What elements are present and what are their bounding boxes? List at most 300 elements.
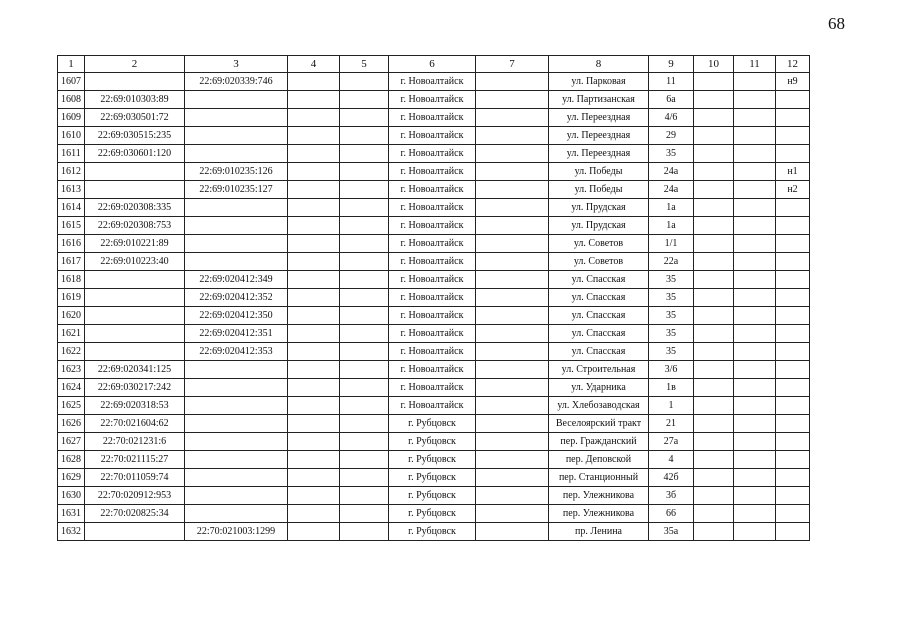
- column-5-cell: [340, 379, 389, 397]
- column-7-cell: [476, 235, 549, 253]
- column-7-cell: [476, 469, 549, 487]
- table-row: [58, 91, 810, 109]
- column-4-cell: [288, 433, 340, 451]
- column-4-cell: [288, 361, 340, 379]
- land-cadastral-number-cell: 22:70:021231:6: [85, 433, 185, 451]
- column-10-cell: [694, 181, 734, 199]
- building-cadastral-number-cell: 22:69:020412:352: [185, 289, 288, 307]
- column-4-cell: [288, 253, 340, 271]
- land-cadastral-number-cell: 22:69:010223:40: [85, 253, 185, 271]
- column-4-cell: [288, 91, 340, 109]
- building-cadastral-number-cell: [185, 451, 288, 469]
- land-cadastral-number-cell: [85, 163, 185, 181]
- premises-cell: [776, 433, 810, 451]
- row-number-cell: 1611: [58, 145, 85, 163]
- building-cadastral-number-cell: [185, 361, 288, 379]
- premises-cell: [776, 307, 810, 325]
- column-10-cell: [694, 145, 734, 163]
- row-number-cell: 1621: [58, 325, 85, 343]
- column-10-cell: [694, 469, 734, 487]
- building-cadastral-number-cell: [185, 433, 288, 451]
- table-row: [58, 253, 810, 271]
- street-cell: ул. Прудская: [549, 217, 649, 235]
- locality-cell: г. Новоалтайск: [389, 181, 476, 199]
- column-10-cell: [694, 397, 734, 415]
- column-7-cell: [476, 523, 549, 541]
- land-cadastral-number-cell: [85, 307, 185, 325]
- house-number-cell: 4: [649, 451, 694, 469]
- locality-cell: г. Новоалтайск: [389, 163, 476, 181]
- table-row: [58, 433, 810, 451]
- row-number-cell: 1618: [58, 271, 85, 289]
- land-cadastral-number-cell: [85, 343, 185, 361]
- locality-cell: г. Новоалтайск: [389, 271, 476, 289]
- table-row: [58, 379, 810, 397]
- street-cell: ул. Победы: [549, 181, 649, 199]
- house-number-cell: 42б: [649, 469, 694, 487]
- building-cadastral-number-cell: [185, 379, 288, 397]
- column-7-cell: [476, 379, 549, 397]
- house-number-cell: 24а: [649, 163, 694, 181]
- row-number-cell: 1620: [58, 307, 85, 325]
- street-cell: ул. Спасская: [549, 271, 649, 289]
- column-7-cell: [476, 217, 549, 235]
- house-number-cell: 22а: [649, 253, 694, 271]
- house-number-cell: 35а: [649, 523, 694, 541]
- table-row: [58, 289, 810, 307]
- column-header: 5: [340, 56, 389, 73]
- column-11-cell: [734, 415, 776, 433]
- column-11-cell: [734, 487, 776, 505]
- premises-cell: [776, 145, 810, 163]
- column-5-cell: [340, 307, 389, 325]
- column-4-cell: [288, 109, 340, 127]
- row-number-cell: 1615: [58, 217, 85, 235]
- building-cadastral-number-cell: 22:69:020412:350: [185, 307, 288, 325]
- premises-cell: [776, 361, 810, 379]
- column-7-cell: [476, 451, 549, 469]
- table-row: [58, 235, 810, 253]
- locality-cell: г. Рубцовск: [389, 433, 476, 451]
- row-number-cell: 1608: [58, 91, 85, 109]
- locality-cell: г. Новоалтайск: [389, 199, 476, 217]
- land-cadastral-number-cell: [85, 325, 185, 343]
- premises-cell: [776, 487, 810, 505]
- row-number-cell: 1617: [58, 253, 85, 271]
- column-11-cell: [734, 271, 776, 289]
- column-11-cell: [734, 73, 776, 91]
- land-cadastral-number-cell: [85, 289, 185, 307]
- column-4-cell: [288, 307, 340, 325]
- column-header: 8: [549, 56, 649, 73]
- row-number-cell: 1626: [58, 415, 85, 433]
- column-4-cell: [288, 235, 340, 253]
- street-cell: пер. Деповской: [549, 451, 649, 469]
- column-5-cell: [340, 397, 389, 415]
- column-10-cell: [694, 379, 734, 397]
- locality-cell: г. Новоалтайск: [389, 145, 476, 163]
- table-row: [58, 127, 810, 145]
- row-number-cell: 1622: [58, 343, 85, 361]
- column-5-cell: [340, 181, 389, 199]
- locality-cell: г. Рубцовск: [389, 451, 476, 469]
- house-number-cell: 35: [649, 325, 694, 343]
- table-row: [58, 343, 810, 361]
- premises-cell: [776, 325, 810, 343]
- column-header: 9: [649, 56, 694, 73]
- row-number-cell: 1627: [58, 433, 85, 451]
- house-number-cell: 3б: [649, 487, 694, 505]
- column-10-cell: [694, 415, 734, 433]
- column-10-cell: [694, 433, 734, 451]
- premises-cell: [776, 271, 810, 289]
- building-cadastral-number-cell: [185, 91, 288, 109]
- street-cell: ул. Парковая: [549, 73, 649, 91]
- column-10-cell: [694, 73, 734, 91]
- table-row: [58, 523, 810, 541]
- column-7-cell: [476, 325, 549, 343]
- column-10-cell: [694, 343, 734, 361]
- column-5-cell: [340, 145, 389, 163]
- building-cadastral-number-cell: 22:69:010235:127: [185, 181, 288, 199]
- column-5-cell: [340, 325, 389, 343]
- house-number-cell: 35: [649, 289, 694, 307]
- table-row: [58, 505, 810, 523]
- column-10-cell: [694, 271, 734, 289]
- premises-cell: [776, 451, 810, 469]
- premises-cell: [776, 289, 810, 307]
- building-cadastral-number-cell: 22:70:021003:1299: [185, 523, 288, 541]
- locality-cell: г. Новоалтайск: [389, 307, 476, 325]
- street-cell: ул. Строительная: [549, 361, 649, 379]
- column-4-cell: [288, 487, 340, 505]
- row-number-cell: 1616: [58, 235, 85, 253]
- locality-cell: г. Новоалтайск: [389, 361, 476, 379]
- column-header: 10: [694, 56, 734, 73]
- street-cell: пер. Станционный: [549, 469, 649, 487]
- locality-cell: г. Новоалтайск: [389, 325, 476, 343]
- house-number-cell: 66: [649, 505, 694, 523]
- street-cell: ул. Спасская: [549, 289, 649, 307]
- column-11-cell: [734, 109, 776, 127]
- column-header: 4: [288, 56, 340, 73]
- column-11-cell: [734, 145, 776, 163]
- locality-cell: г. Новоалтайск: [389, 343, 476, 361]
- premises-cell: [776, 379, 810, 397]
- column-11-cell: [734, 397, 776, 415]
- premises-cell: [776, 91, 810, 109]
- house-number-cell: 35: [649, 145, 694, 163]
- column-11-cell: [734, 469, 776, 487]
- column-10-cell: [694, 91, 734, 109]
- locality-cell: г. Рубцовск: [389, 505, 476, 523]
- column-5-cell: [340, 361, 389, 379]
- house-number-cell: 21: [649, 415, 694, 433]
- column-4-cell: [288, 181, 340, 199]
- column-4-cell: [288, 163, 340, 181]
- column-10-cell: [694, 487, 734, 505]
- column-5-cell: [340, 91, 389, 109]
- premises-cell: [776, 415, 810, 433]
- building-cadastral-number-cell: [185, 487, 288, 505]
- column-5-cell: [340, 451, 389, 469]
- locality-cell: г. Новоалтайск: [389, 253, 476, 271]
- land-cadastral-number-cell: 22:70:021604:62: [85, 415, 185, 433]
- street-cell: Веселоярский тракт: [549, 415, 649, 433]
- row-number-cell: 1630: [58, 487, 85, 505]
- house-number-cell: 1а: [649, 217, 694, 235]
- building-cadastral-number-cell: [185, 253, 288, 271]
- column-11-cell: [734, 253, 776, 271]
- column-7-cell: [476, 145, 549, 163]
- table-row: [58, 415, 810, 433]
- table-row: [58, 163, 810, 181]
- building-cadastral-number-cell: [185, 505, 288, 523]
- column-5-cell: [340, 469, 389, 487]
- house-number-cell: 1/1: [649, 235, 694, 253]
- land-cadastral-number-cell: 22:69:010303:89: [85, 91, 185, 109]
- registry-table: [57, 55, 810, 541]
- premises-cell: [776, 397, 810, 415]
- column-10-cell: [694, 325, 734, 343]
- land-cadastral-number-cell: 22:69:020341:125: [85, 361, 185, 379]
- table-row: [58, 271, 810, 289]
- house-number-cell: 11: [649, 73, 694, 91]
- house-number-cell: 24а: [649, 181, 694, 199]
- table-row: [58, 361, 810, 379]
- column-10-cell: [694, 109, 734, 127]
- street-cell: пер. Улежникова: [549, 505, 649, 523]
- column-10-cell: [694, 451, 734, 469]
- column-5-cell: [340, 199, 389, 217]
- row-number-cell: 1631: [58, 505, 85, 523]
- column-7-cell: [476, 199, 549, 217]
- column-10-cell: [694, 127, 734, 145]
- locality-cell: г. Новоалтайск: [389, 91, 476, 109]
- column-10-cell: [694, 307, 734, 325]
- table-row: [58, 145, 810, 163]
- column-7-cell: [476, 109, 549, 127]
- column-4-cell: [288, 127, 340, 145]
- table-row: [58, 469, 810, 487]
- table-row: [58, 73, 810, 91]
- column-7-cell: [476, 307, 549, 325]
- street-cell: ул. Победы: [549, 163, 649, 181]
- table-row: [58, 217, 810, 235]
- table-row: [58, 199, 810, 217]
- column-11-cell: [734, 325, 776, 343]
- table-row: [58, 397, 810, 415]
- building-cadastral-number-cell: 22:69:020412:351: [185, 325, 288, 343]
- premises-cell: [776, 343, 810, 361]
- column-4-cell: [288, 379, 340, 397]
- column-11-cell: [734, 289, 776, 307]
- locality-cell: г. Новоалтайск: [389, 397, 476, 415]
- house-number-cell: 35: [649, 307, 694, 325]
- column-5-cell: [340, 343, 389, 361]
- column-11-cell: [734, 181, 776, 199]
- column-11-cell: [734, 235, 776, 253]
- table-row: [58, 325, 810, 343]
- column-10-cell: [694, 199, 734, 217]
- building-cadastral-number-cell: [185, 109, 288, 127]
- building-cadastral-number-cell: 22:69:010235:126: [185, 163, 288, 181]
- column-5-cell: [340, 289, 389, 307]
- table-row: [58, 487, 810, 505]
- column-7-cell: [476, 91, 549, 109]
- column-7-cell: [476, 397, 549, 415]
- column-5-cell: [340, 433, 389, 451]
- row-number-cell: 1609: [58, 109, 85, 127]
- column-11-cell: [734, 361, 776, 379]
- house-number-cell: 4/6: [649, 109, 694, 127]
- house-number-cell: 29: [649, 127, 694, 145]
- land-cadastral-number-cell: 22:69:020308:335: [85, 199, 185, 217]
- column-4-cell: [288, 145, 340, 163]
- premises-cell: [776, 109, 810, 127]
- column-5-cell: [340, 235, 389, 253]
- row-number-cell: 1619: [58, 289, 85, 307]
- column-5-cell: [340, 163, 389, 181]
- locality-cell: г. Новоалтайск: [389, 109, 476, 127]
- column-7-cell: [476, 505, 549, 523]
- column-10-cell: [694, 235, 734, 253]
- locality-cell: г. Рубцовск: [389, 523, 476, 541]
- premises-cell: [776, 253, 810, 271]
- column-4-cell: [288, 271, 340, 289]
- street-cell: ул. Переездная: [549, 109, 649, 127]
- table-row: [58, 451, 810, 469]
- row-number-cell: 1628: [58, 451, 85, 469]
- land-cadastral-number-cell: [85, 73, 185, 91]
- locality-cell: г. Рубцовск: [389, 469, 476, 487]
- land-cadastral-number-cell: 22:69:030601:120: [85, 145, 185, 163]
- column-5-cell: [340, 487, 389, 505]
- column-7-cell: [476, 253, 549, 271]
- column-11-cell: [734, 505, 776, 523]
- locality-cell: г. Новоалтайск: [389, 217, 476, 235]
- column-11-cell: [734, 307, 776, 325]
- premises-cell: [776, 217, 810, 235]
- building-cadastral-number-cell: [185, 127, 288, 145]
- premises-cell: [776, 199, 810, 217]
- table-row: [58, 307, 810, 325]
- street-cell: ул. Советов: [549, 253, 649, 271]
- street-cell: ул. Спасская: [549, 307, 649, 325]
- street-cell: ул. Ударника: [549, 379, 649, 397]
- premises-cell: [776, 127, 810, 145]
- column-10-cell: [694, 523, 734, 541]
- table-row: [58, 109, 810, 127]
- table-row: [58, 181, 810, 199]
- column-header: 6: [389, 56, 476, 73]
- row-number-cell: 1629: [58, 469, 85, 487]
- building-cadastral-number-cell: 22:69:020412:349: [185, 271, 288, 289]
- column-10-cell: [694, 505, 734, 523]
- street-cell: ул. Партизанская: [549, 91, 649, 109]
- column-4-cell: [288, 217, 340, 235]
- house-number-cell: 6а: [649, 91, 694, 109]
- street-cell: ул. Переездная: [549, 127, 649, 145]
- row-number-cell: 1632: [58, 523, 85, 541]
- land-cadastral-number-cell: 22:70:011059:74: [85, 469, 185, 487]
- column-11-cell: [734, 199, 776, 217]
- column-header: 1: [58, 56, 85, 73]
- column-7-cell: [476, 127, 549, 145]
- land-cadastral-number-cell: 22:70:020825:34: [85, 505, 185, 523]
- column-5-cell: [340, 109, 389, 127]
- building-cadastral-number-cell: [185, 235, 288, 253]
- premises-cell: [776, 505, 810, 523]
- column-5-cell: [340, 127, 389, 145]
- column-11-cell: [734, 163, 776, 181]
- street-cell: ул. Хлебозаводская: [549, 397, 649, 415]
- column-5-cell: [340, 217, 389, 235]
- locality-cell: г. Новоалтайск: [389, 235, 476, 253]
- column-11-cell: [734, 217, 776, 235]
- column-4-cell: [288, 523, 340, 541]
- column-4-cell: [288, 415, 340, 433]
- street-cell: пер. Улежникова: [549, 487, 649, 505]
- column-10-cell: [694, 253, 734, 271]
- column-4-cell: [288, 199, 340, 217]
- street-cell: ул. Переездная: [549, 145, 649, 163]
- house-number-cell: 1в: [649, 379, 694, 397]
- row-number-cell: 1613: [58, 181, 85, 199]
- page-number: 68: [828, 14, 845, 33]
- row-number-cell: 1610: [58, 127, 85, 145]
- street-cell: ул. Советов: [549, 235, 649, 253]
- land-cadastral-number-cell: 22:69:010221:89: [85, 235, 185, 253]
- column-11-cell: [734, 433, 776, 451]
- house-number-cell: 35: [649, 271, 694, 289]
- column-header: 2: [85, 56, 185, 73]
- column-11-cell: [734, 379, 776, 397]
- street-cell: ул. Спасская: [549, 343, 649, 361]
- locality-cell: г. Новоалтайск: [389, 73, 476, 91]
- house-number-cell: 35: [649, 343, 694, 361]
- column-header: 12: [776, 56, 810, 73]
- land-cadastral-number-cell: 22:69:030217:242: [85, 379, 185, 397]
- column-5-cell: [340, 415, 389, 433]
- column-10-cell: [694, 361, 734, 379]
- column-7-cell: [476, 181, 549, 199]
- column-5-cell: [340, 73, 389, 91]
- land-cadastral-number-cell: 22:69:030515:235: [85, 127, 185, 145]
- column-header: 3: [185, 56, 288, 73]
- locality-cell: г. Новоалтайск: [389, 379, 476, 397]
- premises-cell: [776, 235, 810, 253]
- locality-cell: г. Новоалтайск: [389, 127, 476, 145]
- premises-cell: н2: [776, 181, 810, 199]
- house-number-cell: 27а: [649, 433, 694, 451]
- premises-cell: [776, 469, 810, 487]
- house-number-cell: 1: [649, 397, 694, 415]
- building-cadastral-number-cell: [185, 145, 288, 163]
- column-7-cell: [476, 289, 549, 307]
- column-5-cell: [340, 523, 389, 541]
- building-cadastral-number-cell: [185, 469, 288, 487]
- premises-cell: н1: [776, 163, 810, 181]
- column-4-cell: [288, 325, 340, 343]
- column-10-cell: [694, 289, 734, 307]
- premises-cell: н9: [776, 73, 810, 91]
- column-4-cell: [288, 397, 340, 415]
- row-number-cell: 1614: [58, 199, 85, 217]
- column-4-cell: [288, 451, 340, 469]
- column-7-cell: [476, 415, 549, 433]
- locality-cell: г. Рубцовск: [389, 487, 476, 505]
